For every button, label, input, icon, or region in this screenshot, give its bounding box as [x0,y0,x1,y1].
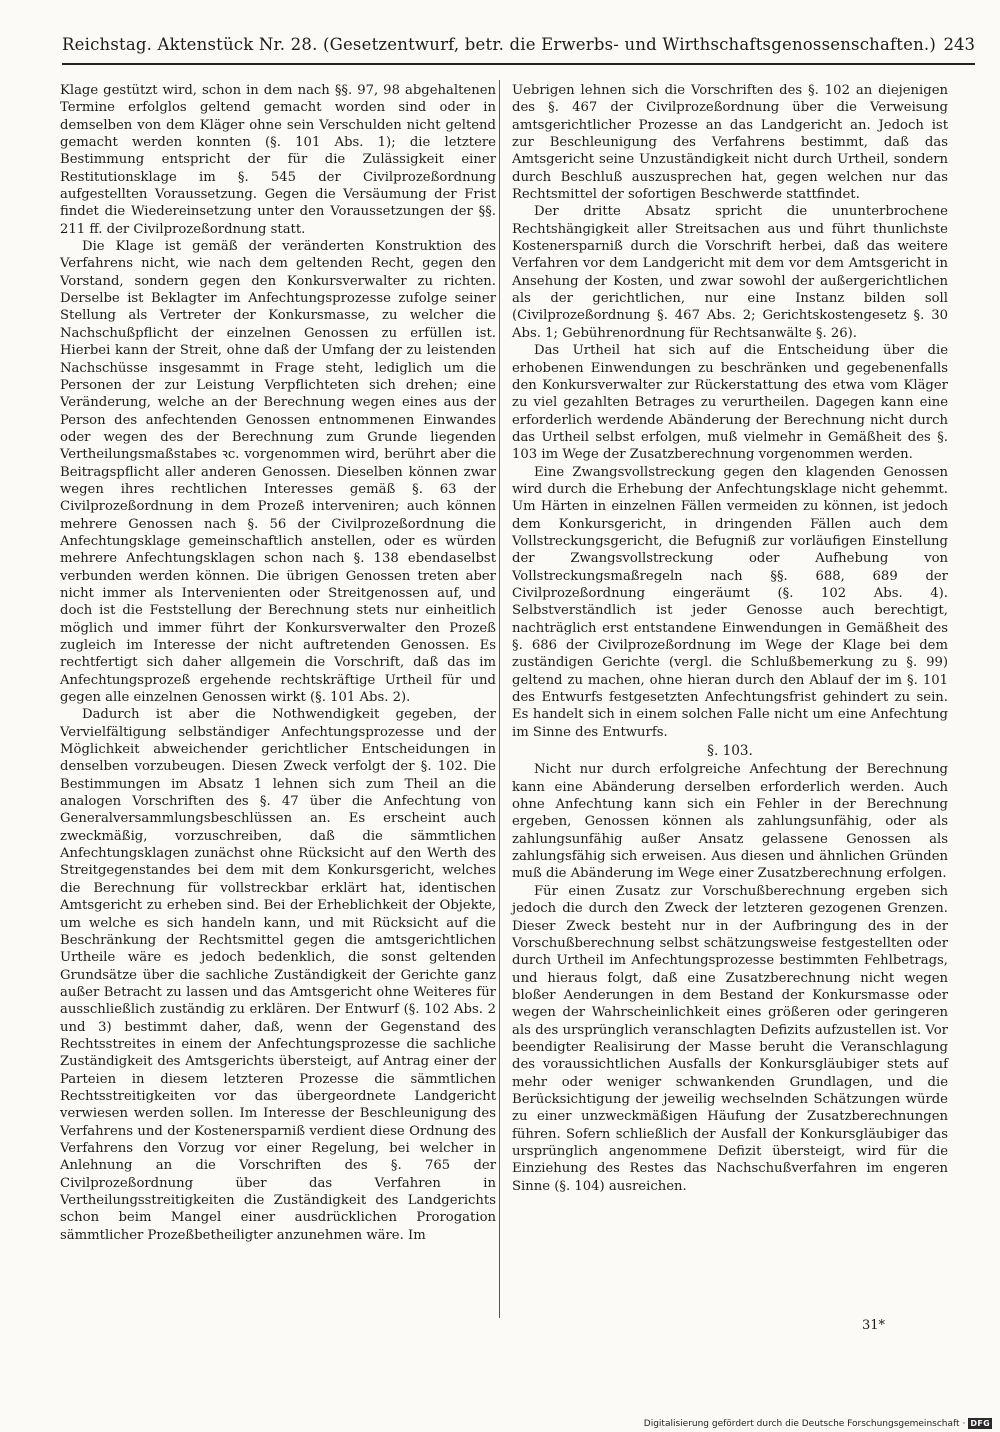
paragraph: Klage gestützt wird, schon in dem nach §§. 97, 98 abgehaltenen Termine erfolglos geltend gemacht worden sind oder in demselben von dem Kläger ohne sein Verschulden nicht geltend gemacht werden konnten (§. 101 Abs. 1); die letztere Bestimmung entspricht der für die Zulässigkeit einer Restitutionsklage im §. 545 der Civilprozeßordnung aufgestellten Voraussetzung. Gegen die Versäumung der Frist findet die Wiedereinsetzung unter den Voraussetzungen der §§. 211 ff. der Civilprozeßordnung statt. [60,83,496,237]
page-number: 243 [943,35,975,54]
right-column [512,82,948,1195]
page-header [62,33,975,65]
paragraph: Dadurch ist aber die Nothwendigkeit gegeben, der Vervielfältigung selbständiger Anfechtungsprozesse und der Möglichkeit abweichender gerichtlicher Entscheidungen in denselben vorzubeugen. Diesen Zweck verfolgt der §. 102. Die Bestimmungen im Absatz 1 lehnen sich zum Theil an die analogen Vorschriften des §. 47 über die Anfechtung von Generalversammlungsbeschlüssen an. Es erscheint auch zweckmäßig, vorzuschreiben, daß die sämmtlichen Anfechtungsklagen zunächst ohne Rücksicht auf den Werth des Streitgegenstandes bei dem mit dem Konkursgericht, welches die Berechnung für vollstreckbar erklärt hat, identischen Amtsgericht zu erheben sind. Bei der Erheblichkeit der Objekte, um welche es sich handeln kann, und mit Rücksicht auf die Beschränkung der Rechtsmittel gegen die amtsgerichtlichen Urtheile wäre es jedoch bedenklich, die sonst geltenden Grundsätze über die sachliche Zuständigkeit der Gerichte ganz außer Betracht zu lassen und das Amtsgericht ohne Weiteres für ausschließlich zuständig zu erklären. Der Entwurf (§. 102 Abs. 2 und 3) bestimmt daher, daß, wenn der Gegenstand des Rechtsstreites in einem der Anfechtungsprozesse die sachliche Zuständigkeit des Amtsgerichts übersteigt, auf Antrag einer der Parteien in diesem letzteren Prozesse die sämmtlichen Rechtsstreitigkeiten vor das übergeordnete Landgericht verwiesen werden sollen. Im Interesse der Beschleunigung des Verfahrens und der Kostenersparniß verdient diese Ordnung des Verfahrens den Vorzug vor einer Regelung, bei welcher in Anlehnung an die Vorschriften des §. 765 der Civilprozeßordnung über das Verfahren in Vertheilungsstreitigkeiten die Zuständigkeit des Landgerichts schon beim Mangel einer ausdrücklichen Prorogation sämmtlicher Prozeßbetheiligter anzunehmen wäre. Im [60,707,496,1243]
digitization-footer [644,1418,992,1429]
left-column [60,82,496,1244]
signature-mark: 31* [862,1318,886,1333]
paragraph: Das Urtheil hat sich auf die Entscheidung über die erhobenen Einwendungen zu beschränken und gegebenenfalls den Konkursverwalter zur Rückerstattung des etwa vom Kläger zu viel gezahlten Betrages zu verurtheilen. Dagegen kann eine erforderlich werdende Abänderung der Berechnung nicht durch das Urtheil selbst erfolgen, muß vielmehr in Gemäßheit des §. 103 im Wege der Zusatzberechnung vorgenommen werden. [512,343,948,463]
section-heading: §. 103. [707,743,753,760]
column-divider [499,80,500,1318]
running-title: Reichstag. Aktenstück Nr. 28. (Gesetzentwurf, betr. die Erwerbs- und Wirthschaftsgenossenschaften.) [62,35,937,54]
paragraph: Für einen Zusatz zur Vorschußberechnung ergeben sich jedoch die durch den Zweck der letzteren gezogenen Grenzen. Dieser Zweck besteht nur in der Aufbringung des in der Vorschußberechnung selbst schätzungsweise festgestellten oder durch Urtheil im Anfechtungsprozesse bestimmten Fehlbetrags, und hieraus folgt, daß eine Zusatzberechnung nicht wegen bloßer Aenderungen in dem Bestand der Konkursmasse oder wegen der Wahrscheinlichkeit eines größeren oder geringeren als des ursprünglich veranschlagten Defizits aufzustellen ist. Vor beendigter Realisirung der Masse beruht die Veranschlagung des voraussichtlichen Ausfalls der Konkursgläubiger stets auf mehr oder weniger schwankenden Grundlagen, und die Berücksichtigung der jeweilig wechselnden Schätzungen würde zu einer unzweckmäßigen Häufung der Zusatzberechnungen führen. Sofern schließlich der Ausfall der Konkursgläubiger das ursprünglich angenommene Defizit übersteigt, wird für die Einziehung des Restes das Nachschußverfahren im engeren Sinne (§. 104) ausreichen. [512,883,948,1194]
paragraph: Eine Zwangsvollstreckung gegen den klagenden Genossen wird durch die Erhebung der Anfechtungsklage nicht gehemmt. Um Härten in einzelnen Fällen vermeiden zu können, ist jedoch dem Konkursgericht, in dringenden Fällen auch dem Vollstreckungsgericht, die Befugniß zur vorläufigen Einstellung der Zwangsvollstreckung oder Aufhebung von Vollstreckungsmaßregeln nach §§. 688, 689 der Civilprozeßordnung eingeräumt (§. 102 Abs. 4). Selbstverständlich ist jeder Genosse auch berechtigt, nachträglich erst entstandene Einwendungen in Gemäßheit des §. 686 der Civilprozeßordnung im Wege der Klage bei dem zuständigen Gerichte (vergl. die Schlußbemerkung zu §. 99) geltend zu machen, ohne hieran durch den Ablauf der im §. 101 des Entwurfs festgesetzten Anfechtungsfrist gehindert zu sein. Es handelt sich in einem solchen Falle nicht um eine Anfechtung im Sinne des Entwurfs. [512,464,948,740]
dfg-logo-icon: DFG [970,1419,990,1428]
paragraph: Der dritte Absatz spricht die ununterbrochene Rechtshängigkeit aller Streitsachen aus und führt thunlichste Kostenersparniß durch die Vorschrift herbei, daß das weitere Verfahren vor dem Landgericht mit dem vor dem Amtsgericht in Ansehung der Kosten, und zwar sowohl der außergerichtlichen als der gerichtlichen, nur eine Instanz bilden soll (Civilprozeßordnung §. 467 Abs. 2; Gerichtskostengesetz §. 30 Abs. 1; Gebührenordnung für Rechtsanwälte §. 26). [512,204,948,341]
footer-text: Digitalisierung gefördert durch die Deutsche Forschungsgemeinschaft [643,1418,960,1429]
footer-separator: · [962,1418,966,1429]
paragraph: Nicht nur durch erfolgreiche Anfechtung der Berechnung kann eine Abänderung derselben erforderlich werden. Auch ohne Anfechtung kann sich ein Fehler in der Berechnung ergeben, Genossen können als zahlungsunfähig, oder als zahlungsunfähig außer Ansatz gelassene Genossen als zahlungsfähig sich erweisen. Aus diesen und ähnlichen Gründen muß die Abänderung im Wege einer Zusatzberechnung erfolgen. [512,762,948,882]
paragraph: Die Klage ist gemäß der veränderten Konstruktion des Verfahrens nicht, wie nach dem geltenden Recht, gegen den Vorstand, sondern gegen den Konkursverwalter zu richten. Derselbe ist Beklagter im Anfechtungsprozesse zufolge seiner Stellung als Vertreter der Konkursmasse, zu welcher die Nachschußpflicht der einzelnen Genossen zu erfüllen ist. Hierbei kann der Streit, ohne daß der Umfang der zu leistenden Nachschüsse insgesammt in Frage steht, lediglich um die Personen der zur Leistung Verpflichteten sich drehen; eine Veränderung, welche an der Berechnung wegen eines aus der Person des anfechtenden Genossen entnommenen Einwandes oder wegen des der Berechnung zum Grunde liegenden Vertheilungsmaßstabes ꝛc. vorgenommen wird, berührt aber die Beitragspflicht aller anderen Genossen. Dieselben können zwar wegen ihres rechtlichen Interesses gemäß §. 63 der Civilprozeßordnung in dem Prozeß interveniren; auch können mehrere Genossen nach §. 56 der Civilprozeßordnung die Anfechtungsklage gemeinschaftlich anstellen, oder es würden mehrere Anfechtungsklagen schon nach §. 138 ebendaselbst verbunden werden können. Die übrigen Genossen treten aber nicht immer als Intervenienten oder Streitgenossen auf, und doch ist die Feststellung der Berechnung stets nur einheitlich möglich und immer führt der Konkursverwalter den Prozeß zugleich im Interesse der nicht auftretenden Genossen. Es rechtfertigt sich daher allgemein die Vorschrift, daß das im Anfechtungsprozeß ergehende rechtskräftige Urtheil für und gegen alle einzelnen Genossen wirkt (§. 101 Abs. 2). [60,239,496,706]
paragraph: Uebrigen lehnen sich die Vorschriften des §. 102 an diejenigen des §. 467 der Civilprozeßordnung über die Verweisung amtsgerichtlicher Prozesse an das Landgericht an. Jedoch ist zur Beschleunigung des Verfahrens bestimmt, daß das Amtsgericht seine Unzuständigkeit nicht durch Urtheil, sondern durch Beschluß auszusprechen hat, gegen welchen nur das Rechtsmittel der sofortigen Beschwerde stattfindet. [512,83,948,203]
